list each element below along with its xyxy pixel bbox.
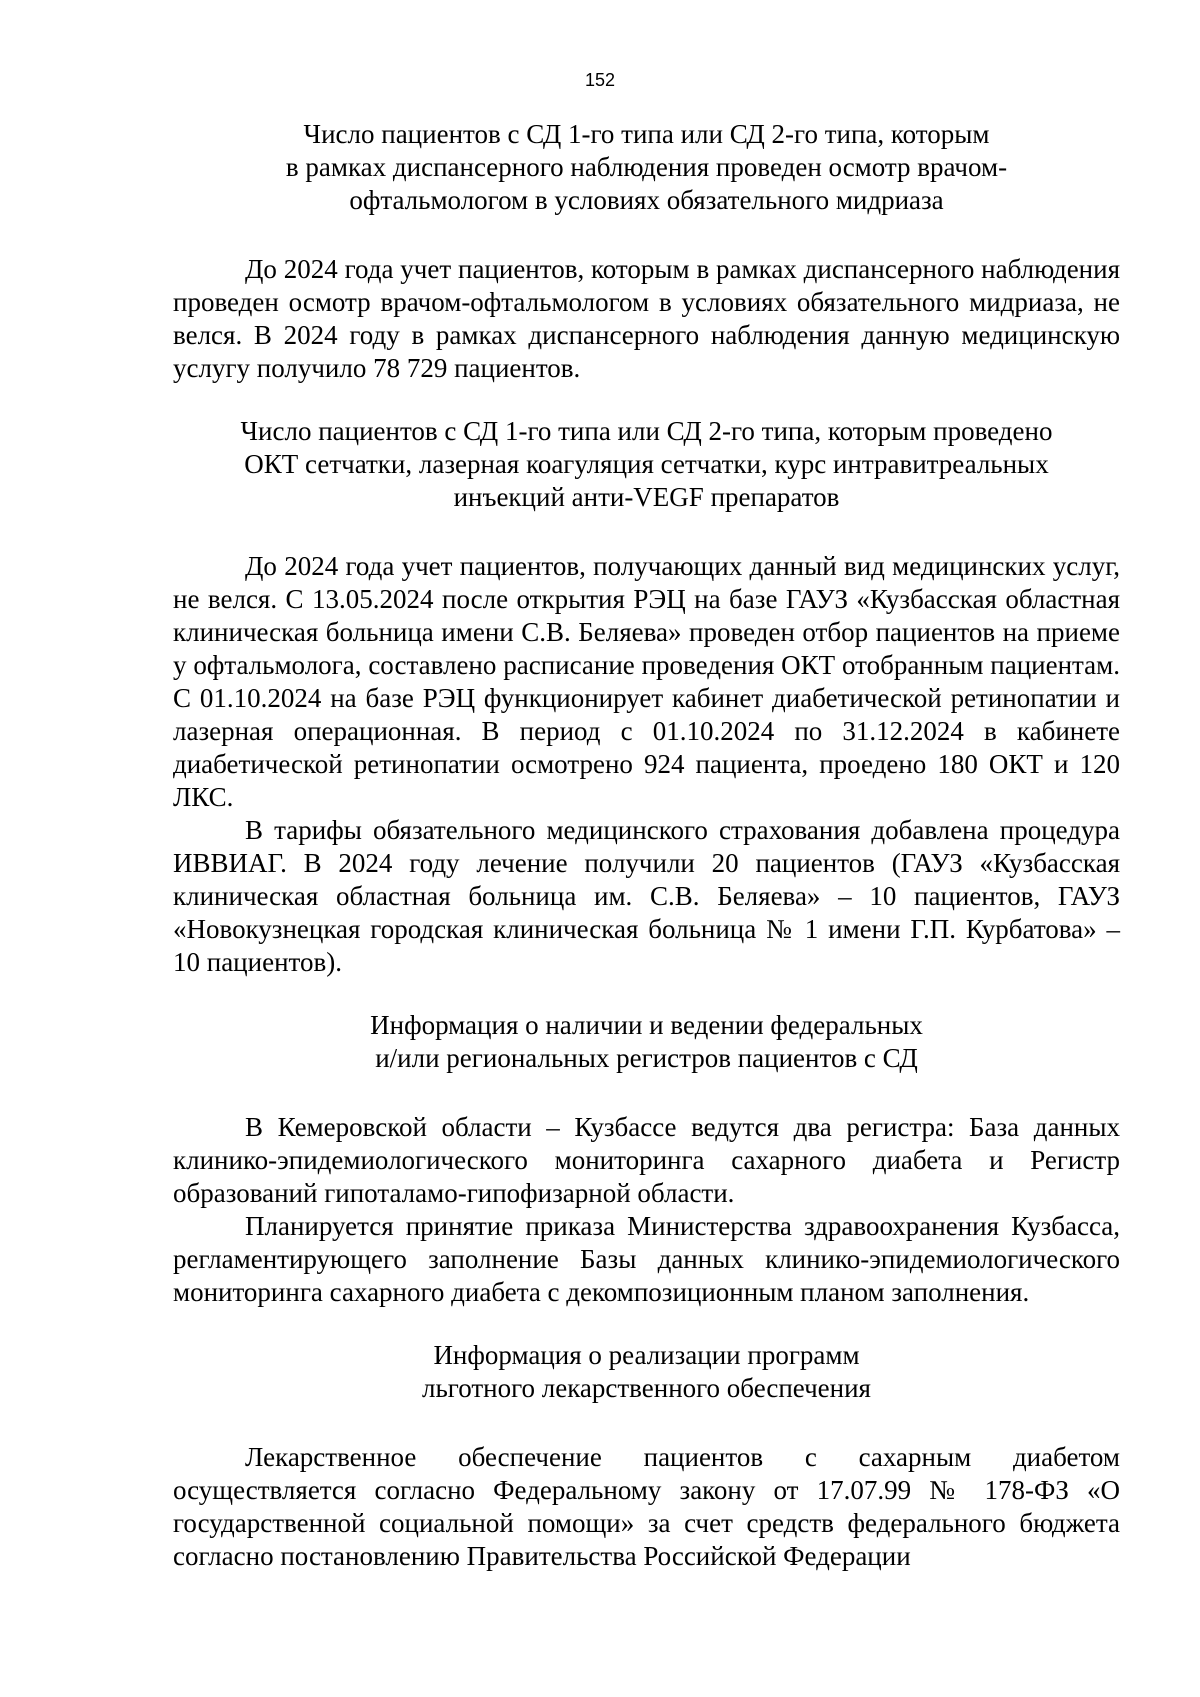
document-body: [173, 118, 1120, 1573]
heading-line: и/или региональных регистров пациентов с СД: [375, 1043, 918, 1073]
paragraph: Планируется принятие приказа Министерства здравоохранения Кузбасса, регламентирующего заполнение Базы данных клинико-эпидемиологического мониторинга сахарного диабета с декомпозиционным планом заполнения.: [173, 1211, 1120, 1307]
paragraph: Лекарственное обеспечение пациентов с сахарным диабетом осуществляется согласно Федеральному закону от 17.07.99 № 178-ФЗ «О государственной социальной помощи» за счет средств федерального бюджета согласно постановлению Правительства Российской Федерации: [173, 1442, 1120, 1571]
section-heading-registers: [173, 1009, 1120, 1075]
section-heading-oct-retina: [173, 415, 1120, 514]
heading-line: Число пациентов с СД 1-го типа или СД 2-го типа, которым: [303, 119, 990, 149]
heading-line: льготного лекарственного обеспечения: [422, 1373, 871, 1403]
section-heading-drug-provision: [173, 1339, 1120, 1405]
heading-line: ОКТ сетчатки, лазерная коагуляция сетчатки, курс интравитреальных: [244, 449, 1049, 479]
heading-line: Число пациентов с СД 1-го типа или СД 2-го типа, которым проведено: [240, 416, 1053, 446]
page-number: 152: [584, 70, 616, 90]
heading-line: офтальмологом в условиях обязательного мидриаза: [349, 185, 944, 215]
heading-line: в рамках диспансерного наблюдения проведен осмотр врачом-: [285, 152, 1008, 182]
paragraph: В Кемеровской области – Кузбассе ведутся два регистра: База данных клинико-эпидемиологического мониторинга сахарного диабета и Регистр образований гипоталамо-гипофизарной области.: [173, 1112, 1120, 1208]
heading-line: инъекций анти-VEGF препаратов: [453, 482, 840, 512]
heading-line: Информация о наличии и ведении федеральных: [370, 1010, 923, 1040]
paragraph: До 2024 года учет пациентов, получающих данный вид медицинских услуг, не велся. С 13.05.2024 после открытия РЭЦ на базе ГАУЗ «Кузбасская областная клиническая больница имени С.В. Беляева» проведен отбор пациентов на приеме у офтальмолога, составлено расписание проведения ОКТ отобранным пациентам. С 01.10.2024 на базе РЭЦ функционирует кабинет диабетической ретинопатии и лазерная операционная. В период с 01.10.2024 по 31.12.2024 в кабинете диабетической ретинопатии осмотрено 924 пациента, проедено 180 ОКТ и 120 ЛКС.: [173, 551, 1120, 812]
section-heading-ophthalmology-exam: [173, 118, 1120, 217]
paragraph: В тарифы обязательного медицинского страхования добавлена процедура ИВВИАГ. В 2024 году лечение получили 20 пациентов (ГАУЗ «Кузбасская клиническая областная больница им. С.В. Беляева» – 10 пациентов, ГАУЗ «Новокузнецкая городская клиническая больница № 1 имени Г.П. Курбатова» – 10 пациентов).: [173, 815, 1120, 977]
heading-line: Информация о реализации программ: [433, 1340, 860, 1370]
paragraph: До 2024 года учет пациентов, которым в рамках диспансерного наблюдения проведен осмотр врачом-офтальмологом в условиях обязательного мидриаза, не велся. В 2024 году в рамках диспансерного наблюдения данную медицинскую услугу получило 78 729 пациентов.: [173, 254, 1120, 383]
